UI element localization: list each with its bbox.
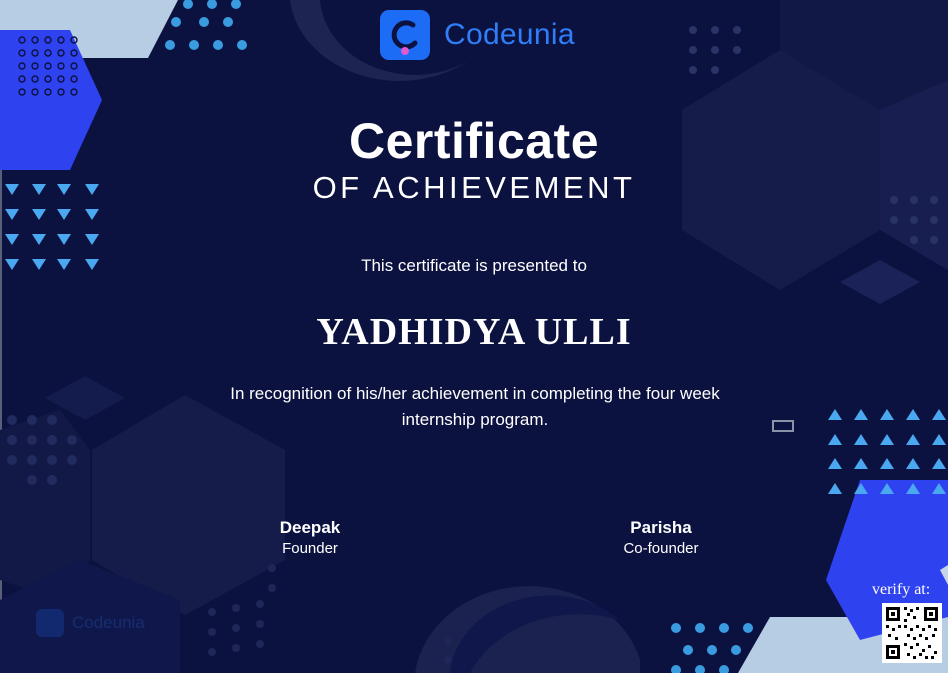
brand-header [380, 10, 575, 60]
presented-text: This certificate is presented to [361, 256, 587, 275]
recognition-line-2: internship program. [401, 410, 549, 429]
recognition-text [190, 381, 760, 433]
signature-founder [230, 518, 390, 557]
certificate-subtitle: OF ACHIEVEMENT [312, 170, 636, 205]
signature-role: Co-founder [623, 540, 699, 557]
brand-name: Codeunia [444, 18, 575, 51]
signature-role: Founder [282, 540, 338, 557]
codeunia-logo-icon [380, 10, 430, 60]
small-outline-rectangle [772, 420, 794, 432]
recognition-line-1: In recognition of his/her achievement in completing the four week [230, 384, 720, 403]
signature-name: Parisha [630, 518, 692, 537]
signature-name: Deepak [279, 518, 341, 537]
brand-watermark [36, 609, 145, 637]
watermark-logo-icon [36, 609, 64, 637]
certificate-title: Certificate [348, 113, 600, 169]
watermark-name: Codeunia [72, 613, 145, 632]
signature-cofounder [581, 518, 741, 557]
recipient-name: YADHIDYA ULLI [316, 311, 632, 353]
verify-label: verify at: [872, 581, 931, 598]
qr-code-icon[interactable] [882, 603, 942, 663]
